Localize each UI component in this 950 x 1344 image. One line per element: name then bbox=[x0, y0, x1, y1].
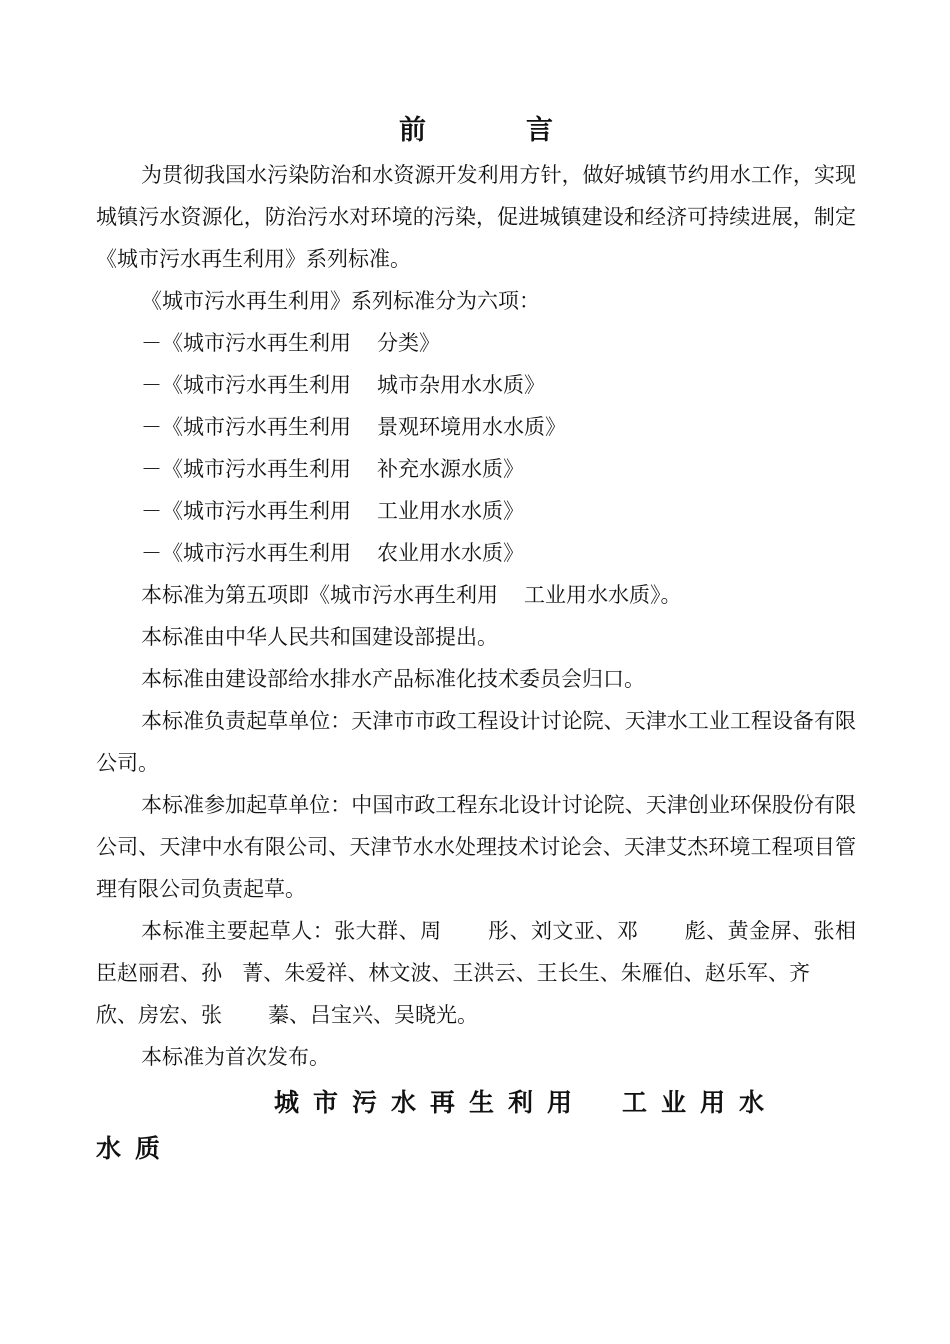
series-item-prefix: －《城市污水再生利用 bbox=[141, 541, 351, 565]
main-drafters-part-a: 本标准主要起草人：张大群、周 bbox=[141, 919, 442, 943]
series-item-4 bbox=[96, 448, 856, 490]
series-item-suffix: 城市杂用水水质》 bbox=[377, 373, 545, 397]
lead-drafters-statement: 本标准负责起草单位：天津市市政工程设计讨论院、天津水工业工程设备有限公司。 bbox=[96, 709, 856, 775]
fifth-item-suffix: 工业用水水质》。 bbox=[524, 583, 682, 607]
series-item-prefix: －《城市污水再生利用 bbox=[141, 331, 351, 355]
series-item-prefix: －《城市污水再生利用 bbox=[141, 415, 351, 439]
document-page bbox=[96, 108, 856, 1172]
participating-drafters-statement: 本标准参加起草单位：中国市政工程东北设计讨论院、天津创业环保股份有限公司、天津中水有限公司、天津节水水处理技术讨论会、天津艾杰环境工程项目管理有限公司负责起草。 bbox=[96, 793, 856, 901]
series-item-1 bbox=[96, 322, 856, 364]
preface-title-part2: 言 bbox=[526, 115, 553, 146]
main-drafters-part-f: 蓁、吕宝兴、吴晓光。 bbox=[268, 1003, 478, 1027]
managed-by-statement: 本标准由建设部给水排水产品标准化技术委员会归口。 bbox=[141, 667, 645, 691]
series-item-suffix: 农业用水水质》 bbox=[377, 541, 524, 565]
intro-paragraph: 为贯彻我国水污染防治和水资源开发利用方针，做好城镇节约用水工作，实现城镇污水资源化，防治污水对环境的污染，促进城镇建设和经济可持续进展，制定《城市污水再生利用》系列标准。 bbox=[96, 163, 856, 271]
series-item-6 bbox=[96, 532, 856, 574]
main-drafters-part-b: 彤、刘文亚、邓 bbox=[487, 919, 639, 943]
series-item-prefix: －《城市污水再生利用 bbox=[141, 499, 351, 523]
series-item-2 bbox=[96, 364, 856, 406]
standard-title-part1: 城市污水再生利用 bbox=[274, 1088, 587, 1117]
series-item-prefix: －《城市污水再生利用 bbox=[141, 373, 351, 397]
series-item-suffix: 补充水源水质》 bbox=[377, 457, 524, 481]
series-item-5 bbox=[96, 490, 856, 532]
standard-title bbox=[96, 1080, 856, 1172]
main-drafters-part-d: 菁、朱爱祥、林文波、王洪云、王长生、朱雁伯、赵乐军、齐 bbox=[242, 961, 811, 985]
series-item-prefix: －《城市污水再生利用 bbox=[141, 457, 351, 481]
series-item-3 bbox=[96, 406, 856, 448]
preface-heading bbox=[96, 108, 856, 154]
series-item-suffix: 景观环境用水水质》 bbox=[377, 415, 566, 439]
series-item-suffix: 分类》 bbox=[377, 331, 440, 355]
standard-title-part3: 水质 bbox=[96, 1134, 175, 1163]
proposed-by-statement: 本标准由中华人民共和国建设部提出。 bbox=[141, 625, 498, 649]
main-drafters-statement bbox=[96, 910, 856, 1036]
fifth-item-prefix: 本标准为第五项即《城市污水再生利用 bbox=[141, 583, 498, 607]
first-release-statement: 本标准为首次发布。 bbox=[141, 1045, 330, 1069]
main-drafters-part-e: 欣、房宏、张 bbox=[96, 1003, 222, 1027]
preface-title-part1: 前 bbox=[399, 115, 426, 146]
standard-title-part2: 工业用水 bbox=[622, 1088, 779, 1117]
fifth-item-statement bbox=[96, 574, 856, 616]
series-intro: 《城市污水再生利用》系列标准分为六项： bbox=[141, 289, 540, 313]
series-item-suffix: 工业用水水质》 bbox=[377, 499, 524, 523]
main-drafters-part-c: 彪、黄金屏、张相臣赵丽君、孙 bbox=[96, 919, 857, 985]
series-list bbox=[96, 322, 856, 574]
